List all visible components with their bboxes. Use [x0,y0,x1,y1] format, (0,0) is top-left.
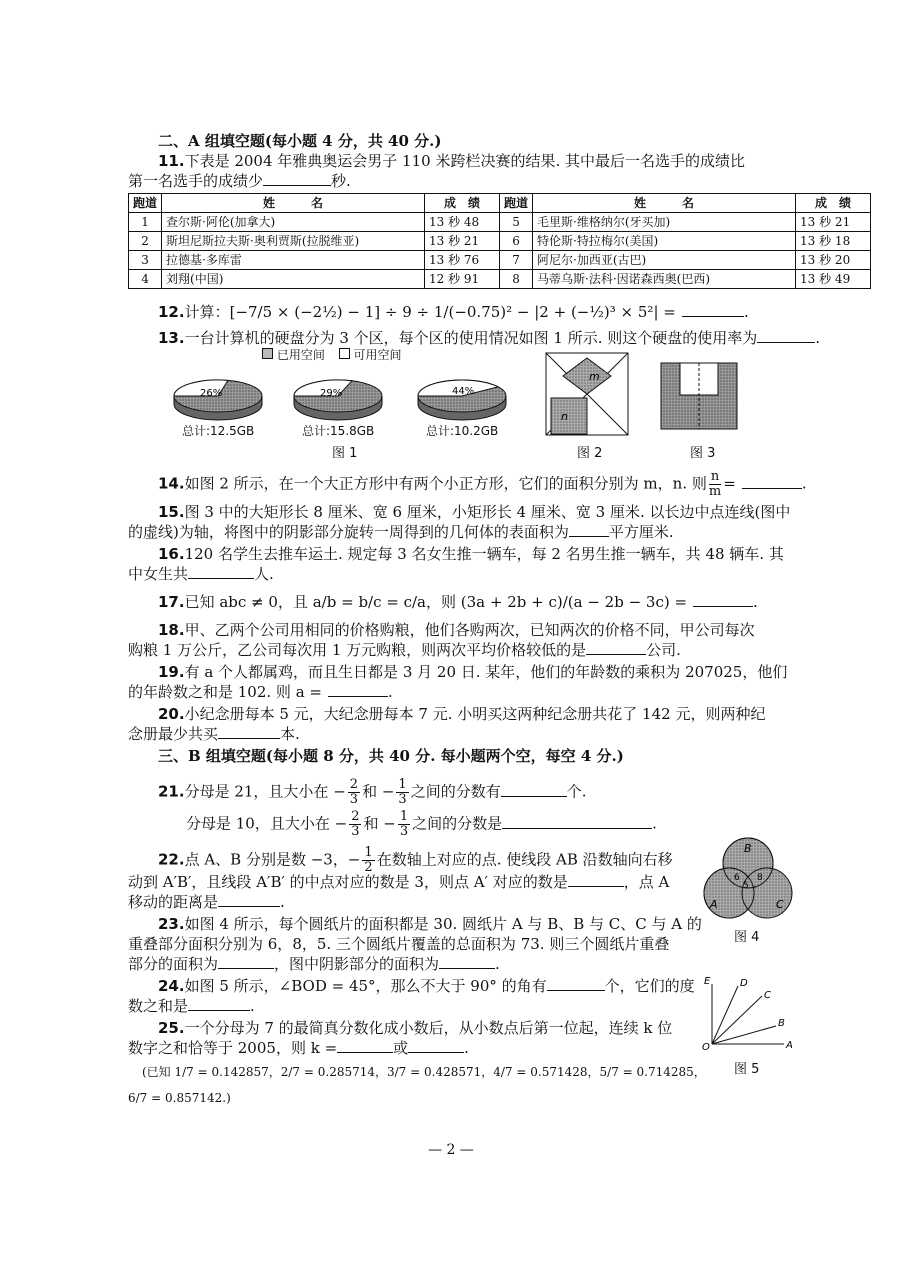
question-20-line2 [128,724,300,744]
q16-text-line1: 120 名学生去推车运土. 规定每 3 名女生推一辆车，每 2 名男生推一辆车，共 48 辆车. 其 [184,545,784,563]
q14-fraction [709,470,721,499]
figure-4 [700,836,800,946]
fig4-overlap-5: 5 [743,881,749,891]
pie-1-percent: 26% [200,388,223,399]
fig3-caption: 图 3 [690,446,716,461]
table-cell: 6 [500,232,533,251]
table-cell: 5 [500,213,533,232]
question-20 [158,704,765,724]
q11-answer-blank[interactable] [263,171,331,186]
table-row [129,213,871,232]
table-cell: 13 秒 21 [425,232,500,251]
q12-text: 计算： [184,303,230,321]
fig2-squares [545,352,629,436]
question-17: 17.已知 abc ≠ 0，且 a/b = b/c = c/a，则 (3a + 2b + c)/(a − 2b − 3c) = . [158,593,758,611]
q15-text-line2: 的虚线)为轴，将图中的阴影部分旋转一周得到的几何体的表面积为 [128,523,569,541]
q21-frac3-den: 3 [351,824,360,839]
q11-number: 11. [158,152,185,170]
table-header-cell: 姓 名 [533,194,796,213]
table-cell: 毛里斯·维格纳尔(牙买加) [533,213,796,232]
question-14: 14.如图 2 所示，在一个大正方形中有两个小正方形，它们的面积分别为 m，n. 则 $\frac{n}{m}$ = . [158,469,807,499]
q21-text-2b: 和 − [363,814,396,833]
pie-2-total: 总计:15.8GB [302,424,375,438]
fig2-caption: 图 2 [577,446,603,461]
question-25 [158,1018,672,1038]
table-header-cell: 跑道 [500,194,533,213]
pie-1-total: 总计:12.5GB [182,424,255,438]
fig2-label-m: m [589,370,600,383]
pie-2 [294,380,382,420]
table-cell: 13 秒 18 [796,232,871,251]
q19-text-line1: 有 a 个人都属鸡，而且生日都是 3 月 20 日. 某年，他们的年龄数的乘积为 207025，他们 [184,663,788,681]
q14-text: 如图 2 所示，在一个大正方形中有两个小正方形，它们的面积分别为 m，n. 则 [184,474,707,493]
q21-text-d: 个. [566,782,587,801]
question-22 [158,846,673,875]
q21-fraction-1 [348,778,360,807]
q21-text-c: 之间的分数有 [410,782,501,801]
q17-expression: a/b = b/c = c/a，则 (3a + 2b + c)/(a − 2b − 3c) = [312,593,688,611]
q16-number: 16. [158,545,185,563]
question-16-line2 [128,564,274,584]
table-header-cell: 跑道 [129,194,162,213]
pie-1 [174,380,262,420]
table-cell: 马蒂乌斯·法科·因诺森西奥(巴西) [533,270,796,289]
q25-number: 25. [158,1019,185,1037]
q14-number: 14. [158,474,185,493]
q18-text-end: 公司. [646,641,681,659]
q22-answer-blank-2[interactable] [218,892,280,907]
q12-number: 12. [158,303,185,321]
q19-number: 19. [158,663,185,681]
fig5-label-O: O [702,1042,710,1052]
q25-text-2a: 数字之和恰等于 2005，则 k = [128,1039,338,1057]
q20-answer-blank[interactable] [218,724,280,739]
table-cell: 8 [500,270,533,289]
q21-text-2c: 之间的分数是 [412,814,503,833]
fig5-caption: 图 5 [734,1062,760,1077]
q16-text-end: 人. [254,565,274,583]
table-cell: 特伦斯·特拉梅尔(美国) [533,232,796,251]
q24-text-a: 如图 5 所示，∠BOD = 45°，那么不大于 90° 的角有 [184,977,547,995]
q21-answer-blank-1[interactable] [501,782,567,797]
table-cell: 7 [500,251,533,270]
table-cell: 13 秒 48 [425,213,500,232]
q21-number: 21. [158,782,185,801]
q11-text-end: 秒. [331,172,351,190]
table-cell: 斯坦尼斯拉夫斯·奥利贾斯(拉脱维亚) [162,232,425,251]
q15-number: 15. [158,503,185,521]
q22-fraction [362,846,374,875]
q25-note-line2: 6/7 = 0.857142.) [128,1091,231,1105]
fig4-overlap-8: 8 [757,873,763,883]
q22-answer-blank-1[interactable] [568,872,624,887]
pie-3-percent: 44% [452,386,475,397]
legend-used-label: 已用空间 [276,348,325,362]
fig5-label-B: B [778,1018,785,1029]
fig3-rectangles [660,362,738,432]
q18-number: 18. [158,621,185,639]
table-cell: 2 [129,232,162,251]
table-header-cell: 成 绩 [425,194,500,213]
q13-answer-blank[interactable] [757,328,815,343]
q15-text-line1: 图 3 中的大矩形长 8 厘米、宽 6 厘米，小矩形长 4 厘米、宽 3 厘米. 以长边中点连线(图中 [184,503,791,521]
question-13: 13.一台计算机的硬盘分为 3 个区，每个区的使用情况如图 1 所示. 则这个硬盘的使用率为 . [158,329,821,347]
q22-frac-den: 2 [364,860,373,875]
table-cell: 13 秒 76 [425,251,500,270]
q22-text-a: 点 A、B 分别是数 −3，− [184,850,361,869]
legend-used-swatch [262,348,273,359]
table-cell: 拉德基·多库雷 [162,251,425,270]
question-15 [158,502,790,522]
table-header-cell: 姓 名 [162,194,425,213]
q11-text-line1: 下表是 2004 年雅典奥运会男子 110 米跨栏决赛的结果. 其中最后一名选手的成绩比 [184,152,745,170]
table-header-cell: 成 绩 [796,194,871,213]
table-header-row [129,194,871,213]
q18-text-line2: 购粮 1 万公斤，乙公司每次用 1 万元购粮，则两次平均价格较低的是 [128,641,587,659]
q23-number: 23. [158,915,185,933]
pie-2-percent: 29% [320,388,343,399]
q25-answer-blank-1[interactable] [337,1038,393,1053]
question-24-line2: 数之和是 . [128,997,255,1015]
q19-text-line2: 的年龄数之和是 102. 则 a = [128,683,322,701]
figure-1 [160,346,530,461]
q22-text-3a: 移动的距离是 [128,893,219,911]
figure-5 [700,972,800,1082]
q21-frac1-num: 2 [349,777,359,792]
question-19-line2: 的年龄数之和是 102. 则 a = . [128,683,393,701]
question-11 [158,151,745,171]
q15-answer-blank[interactable] [569,522,609,537]
q23-text-3a: 部分的面积为 [128,955,219,973]
fig1-legend [262,346,402,363]
q15-text-end: 平方厘米. [608,523,674,541]
fig4-circles [700,836,796,922]
table-cell: 阿尼尔·加西亚(古巴) [533,251,796,270]
q14-equals: = [723,474,736,493]
q20-text-end: 本. [280,725,300,743]
q13-number: 13. [158,329,185,347]
q17-number: 17. [158,593,185,611]
table-cell: 12 秒 91 [425,270,500,289]
q24-answer-blank-1[interactable] [547,976,605,991]
q24-text-b: 个，它们的度 [604,977,695,995]
fig4-label-B: B [744,842,752,855]
q20-text-line2: 念册最少共买 [128,725,219,743]
question-21 [158,778,586,807]
q21-fraction-4 [398,810,410,839]
question-15-line2 [128,522,674,542]
q21-frac4-num: 1 [399,809,409,824]
q21-frac2-den: 3 [398,792,407,807]
q21-answer-blank-2[interactable] [502,814,652,829]
q23-answer-blank-1[interactable] [218,954,274,969]
table-cell: 查尔斯·阿伦(加拿大) [162,213,425,232]
fig1-caption: 图 1 [332,446,358,461]
table-cell: 13 秒 21 [796,213,871,232]
q24-number: 24. [158,977,185,995]
q25-text-2b: 或 [393,1039,409,1057]
q25-answer-blank-2[interactable] [408,1038,464,1053]
section-a-heading: 二、A 组填空题(每小题 4 分，共 40 分.) [158,132,442,150]
fig5-label-D: D [740,978,748,989]
q14-denominator: m [708,484,722,499]
q16-text-line2: 中女生共 [128,565,189,583]
q12-answer-blank[interactable] [682,302,744,317]
table-cell: 3 [129,251,162,270]
pie-3-total: 总计:10.2GB [426,424,499,438]
section-b-heading: 三、B 组填空题(每小题 8 分，共 40 分. 每小题两个空，每空 4 分.) [158,747,624,765]
table-row [129,270,871,289]
question-24 [158,976,695,996]
fig5-label-A: A [786,1040,793,1051]
fig4-caption: 图 4 [734,930,760,945]
q13-text: 一台计算机的硬盘分为 3 个区，每个区的使用情况如图 1 所示. 则这个硬盘的使用率为 [184,329,758,347]
question-23-line2: 重叠部分面积分别为 6，8，5. 三个圆纸片覆盖的总面积为 73. 则三个圆纸片重叠 [128,935,670,953]
table-cell: 刘翔(中国) [162,270,425,289]
question-23-line3: 部分的面积为 ，图中阴影部分的面积为 . [128,955,500,973]
fig5-label-E: E [704,976,711,987]
table-cell: 13 秒 20 [796,251,871,270]
pie-3 [418,380,506,420]
table-cell: 4 [129,270,162,289]
q23-answer-blank-2[interactable] [439,954,495,969]
q19-answer-blank[interactable] [328,682,388,697]
q21-frac1-den: 3 [349,792,359,807]
q22-text-2b: ，点 A [623,873,670,891]
q16-answer-blank[interactable] [188,564,254,579]
hurdles-results-table [128,193,871,289]
question-25-line2: 数字之和恰等于 2005，则 k = 或 . [128,1039,469,1057]
q21-frac2-num: 1 [398,777,407,792]
legend-free-label: 可用空间 [353,348,402,362]
q21-text-2a: 分母是 10，且大小在 − [186,814,348,833]
question-12: 12.计算：[−7/5 × (−2½) − 1] ÷ 9 ÷ 1/(−0.75)² − |2 + (−½)³ × 5²| = . [158,303,749,321]
fig5-angles [700,972,796,1052]
q20-text-line1: 小纪念册每本 5 元，大纪念册每本 7 元. 小明买这两种纪念册共花了 142 元，则两种纪 [184,705,766,723]
q24-answer-blank-2[interactable] [188,996,250,1011]
table-row [129,251,871,270]
q24-text-2a: 数之和是 [128,997,189,1015]
fig2-label-n: n [561,410,568,423]
fig4-label-A: A [710,898,718,911]
q12-expression: [−7/5 × (−2½) − 1] ÷ 9 ÷ 1/(−0.75)² − |2 + (−½)³ × 5²| = [229,303,676,321]
q21-text-b: 和 − [362,782,395,801]
q25-note-line1: (已知 1/7 = 0.142857，2/7 = 0.285714，3/7 = 0.428571，4/7 = 0.571428，5/7 = 0.714285， [142,1065,706,1079]
question-19 [158,662,787,682]
page-number: — 2 — [428,1142,474,1158]
question-22-line3: 移动的距离是 . [128,893,285,911]
q22-text-2a: 动到 A′B′，且线段 A′B′ 的中点对应的数是 3，则点 A′ 对应的数是 [128,873,568,891]
table-row [129,232,871,251]
q22-frac-num: 1 [364,845,373,860]
q17-answer-blank[interactable] [693,592,753,607]
table-cell: 13 秒 49 [796,270,871,289]
question-11-line2 [128,171,351,191]
q17-text: 已知 abc ≠ 0，且 [184,593,308,611]
question-18 [158,620,755,640]
q14-numerator: n [710,469,720,484]
table-cell: 1 [129,213,162,232]
q20-number: 20. [158,705,185,723]
q21-fraction-2 [396,778,408,807]
fig4-overlap-6: 6 [734,873,740,883]
question-16 [158,544,784,564]
question-21-line2: 分母是 10，且大小在 − $\frac{2}{3}$ 和 − $\frac{1}{3}$ 之间的分数是 . [186,809,657,839]
figure-2 [545,352,635,461]
q21-frac4-den: 3 [399,824,409,839]
legend-free-swatch [339,348,350,359]
q25-text-line1: 一个分母为 7 的最简真分数化成小数后，从小数点后第一位起，连续 k 位 [184,1019,673,1037]
q22-number: 22. [158,850,185,869]
question-22-line2 [128,872,669,892]
q14-answer-blank[interactable] [742,474,802,489]
q11-text-line2: 第一名选手的成绩少 [128,172,264,190]
fig4-label-C: C [776,898,784,911]
q22-text-b: 在数轴上对应的点. 使线段 AB 沿数轴向右移 [376,850,673,869]
figure-3 [660,362,750,461]
q18-answer-blank[interactable] [586,640,646,655]
q21-text-a: 分母是 21，且大小在 − [184,782,346,801]
q23-text-line1: 如图 4 所示，每个圆纸片的面积都是 30. 圆纸片 A 与 B、B 与 C、C 与 A 的 [184,915,702,933]
q21-fraction-3 [349,810,361,839]
q18-text-line1: 甲、乙两个公司用相同的价格购粮，他们各购两次，已知两次的价格不同，甲公司每次 [184,621,755,639]
fig5-label-C: C [764,990,771,1001]
q21-frac3-num: 2 [351,809,360,824]
q23-text-3b: ，图中阴影部分的面积为 [274,955,440,973]
question-18-line2 [128,640,681,660]
question-23 [158,914,702,934]
